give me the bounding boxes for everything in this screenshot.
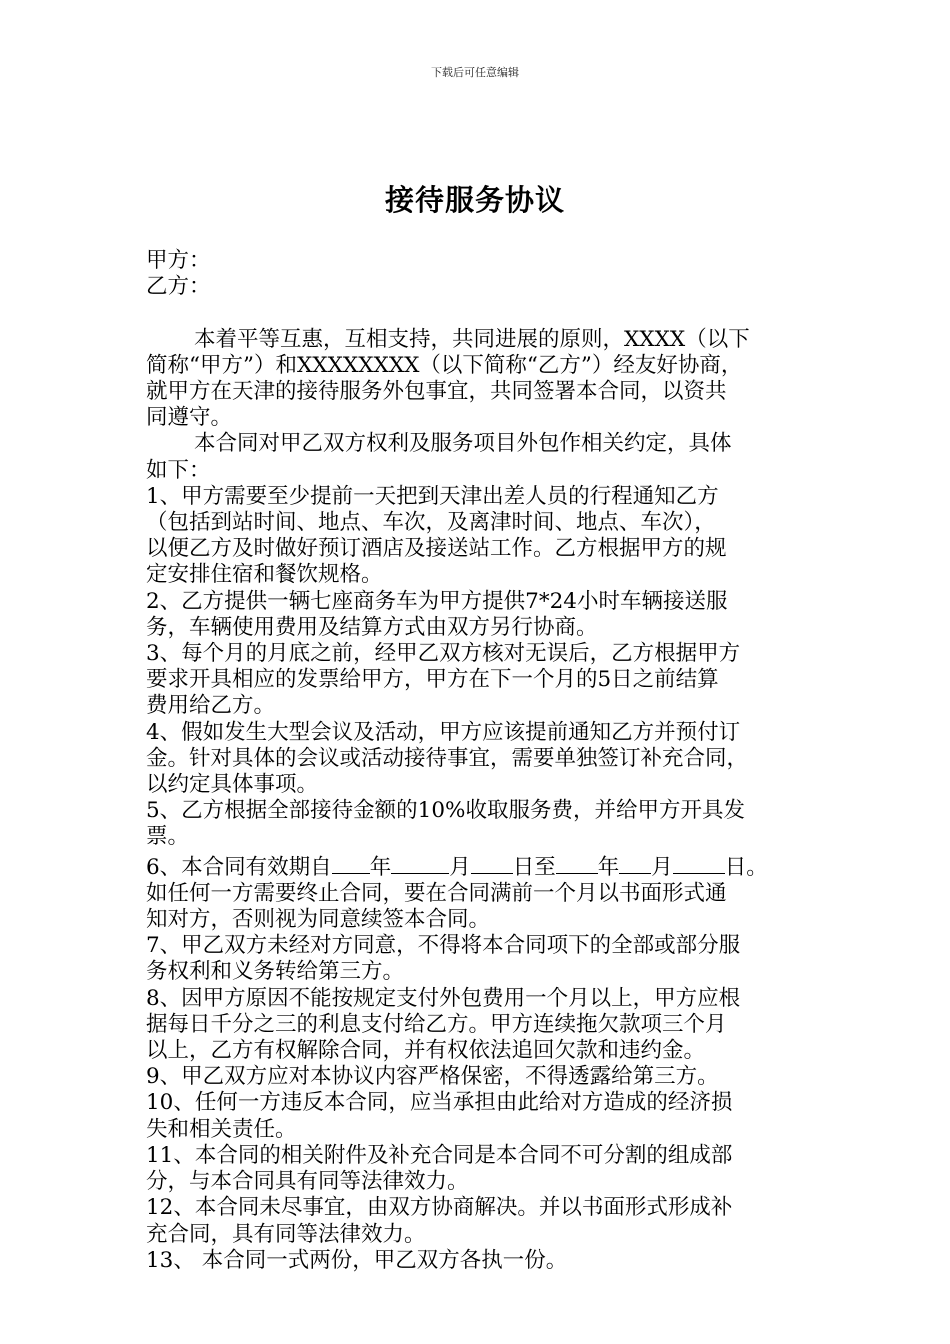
clause-line: （包括到站时间、地点、车次，及离津时间、地点、车次）， <box>146 510 716 536</box>
clause-3 <box>146 641 806 720</box>
clause-line: 费用给乙方。 <box>146 693 276 719</box>
clause-line: 以约定具体事项。 <box>146 772 319 798</box>
clause-line: 务，车辆使用费用及结算方式由双方另行协商。 <box>146 614 598 640</box>
contract-body <box>146 248 806 1274</box>
clause-line: 2、乙方提供一辆七座商务车为甲方提供7*24小时车辆接送服 <box>146 588 728 614</box>
clause-12 <box>146 1195 806 1247</box>
start-month-blank <box>391 851 449 874</box>
clause-line: 1、甲方需要至少提前一天把到天津出差人员的行程通知乙方 <box>146 483 719 509</box>
clause-9 <box>146 1064 806 1090</box>
clause-line: 分，与本合同具有同等法律效力。 <box>146 1169 469 1195</box>
clause-line: 知对方，否则视为同意续签本合同。 <box>146 907 491 933</box>
clause-line: 7、甲乙双方未经对方同意，不得将本合同项下的全部或部分服 <box>146 933 741 959</box>
clause-6-prefix: 6、本合同有效期自 <box>146 854 332 880</box>
clause-4 <box>146 720 806 799</box>
clause-1 <box>146 484 806 589</box>
clause-line: 8、因甲方原因不能按规定支付外包费用一个月以上，甲方应根 <box>146 985 741 1011</box>
paragraph-line: 简称“甲方”）和XXXXXXXX（以下简称“乙方”）经友好协商， <box>146 352 743 378</box>
scope-paragraph <box>146 431 806 483</box>
validity-period-line <box>146 851 806 881</box>
clause-line: 充合同，具有同等法律效力。 <box>146 1221 426 1247</box>
clause-line: 9、甲乙双方应对本协议内容严格保密，不得透露给第三方。 <box>146 1064 719 1090</box>
clause-11 <box>146 1143 806 1195</box>
paragraph-line: 本合同对甲乙双方权利及服务项目外包作相关约定，具体 <box>194 431 732 457</box>
clause-line: 金。针对具体的会议或活动接待事宜，需要单独签订补充合同， <box>146 745 749 771</box>
clause-2 <box>146 589 806 641</box>
party-a-label: 甲方： <box>146 248 211 273</box>
intro-paragraph <box>146 327 806 432</box>
clause-13 <box>146 1248 806 1274</box>
clause-line: 失和相关责任。 <box>146 1116 297 1142</box>
paragraph-line: 就甲方在天津的接待服务外包事宜，共同签署本合同，以资共 <box>146 379 727 404</box>
end-year-blank <box>556 851 598 874</box>
party-b-label: 乙方： <box>146 274 211 300</box>
clause-line: 4、假如发生大型会议及活动，甲方应该提前通知乙方并预付订 <box>146 719 741 745</box>
start-month-label: 月 <box>449 854 471 880</box>
clause-line: 5、乙方根据全部接待金额的10%收取服务费，并给甲方开具发 <box>146 798 745 824</box>
clause-6 <box>146 851 806 934</box>
end-day-blank <box>673 851 725 874</box>
start-day-label: 日至 <box>512 854 556 880</box>
clause-line: 11、本合同的相关附件及补充合同是本合同不可分割的组成部 <box>146 1142 733 1168</box>
clause-line: 以便乙方及时做好预订酒店及接送站工作。乙方根据甲方的规 <box>146 536 727 562</box>
clause-line: 票。 <box>146 824 190 850</box>
start-year-label: 年 <box>369 854 392 880</box>
start-year-blank <box>332 851 370 874</box>
clause-line: 13、 本合同一式两份，甲乙双方各执一份。 <box>146 1247 568 1273</box>
clause-7 <box>146 933 806 985</box>
clause-line: 3、每个月的月底之前，经甲乙双方核对无误后，乙方根据甲方 <box>146 641 741 667</box>
paragraph-line: 本着平等互惠，互相支持，共同进展的原则，XXXX（以下 <box>194 326 750 352</box>
paragraph-line: 如下： <box>146 457 211 483</box>
end-month-label: 月 <box>651 854 673 880</box>
start-day-blank <box>471 851 513 874</box>
end-month-blank <box>619 851 651 874</box>
clause-5 <box>146 798 806 850</box>
clause-line: 务权利和义务转给第三方。 <box>146 959 405 985</box>
paragraph-line: 同遵守。 <box>146 405 233 431</box>
clause-line: 如任何一方需要终止合同，要在合同满前一个月以书面形式通 <box>146 880 727 906</box>
clause-line: 据每日千分之三的利息支付给乙方。甲方连续拖欠款项三个月 <box>146 1011 727 1037</box>
clause-line: 要求开具相应的发票给甲方，甲方在下一个月的5日之前结算 <box>146 667 719 693</box>
clause-line: 定安排住宿和餐饮规格。 <box>146 562 383 588</box>
end-year-label: 年 <box>597 854 620 880</box>
clause-10 <box>146 1090 806 1142</box>
document-title: 接待服务协议 <box>384 183 565 217</box>
end-day-label: 日。 <box>724 854 768 880</box>
clause-line: 10、任何一方违反本合同，应当承担由此给对方造成的经济损 <box>146 1090 733 1116</box>
clause-line: 以上，乙方有权解除合同，并有权依法追回欠款和违约金。 <box>146 1038 706 1064</box>
clause-8 <box>146 986 806 1065</box>
spacer <box>146 300 806 326</box>
clause-line: 12、本合同未尽事宜，由双方协商解决。并以书面形式形成补 <box>146 1195 733 1221</box>
header-note: 下载后可任意编辑 <box>431 66 519 79</box>
